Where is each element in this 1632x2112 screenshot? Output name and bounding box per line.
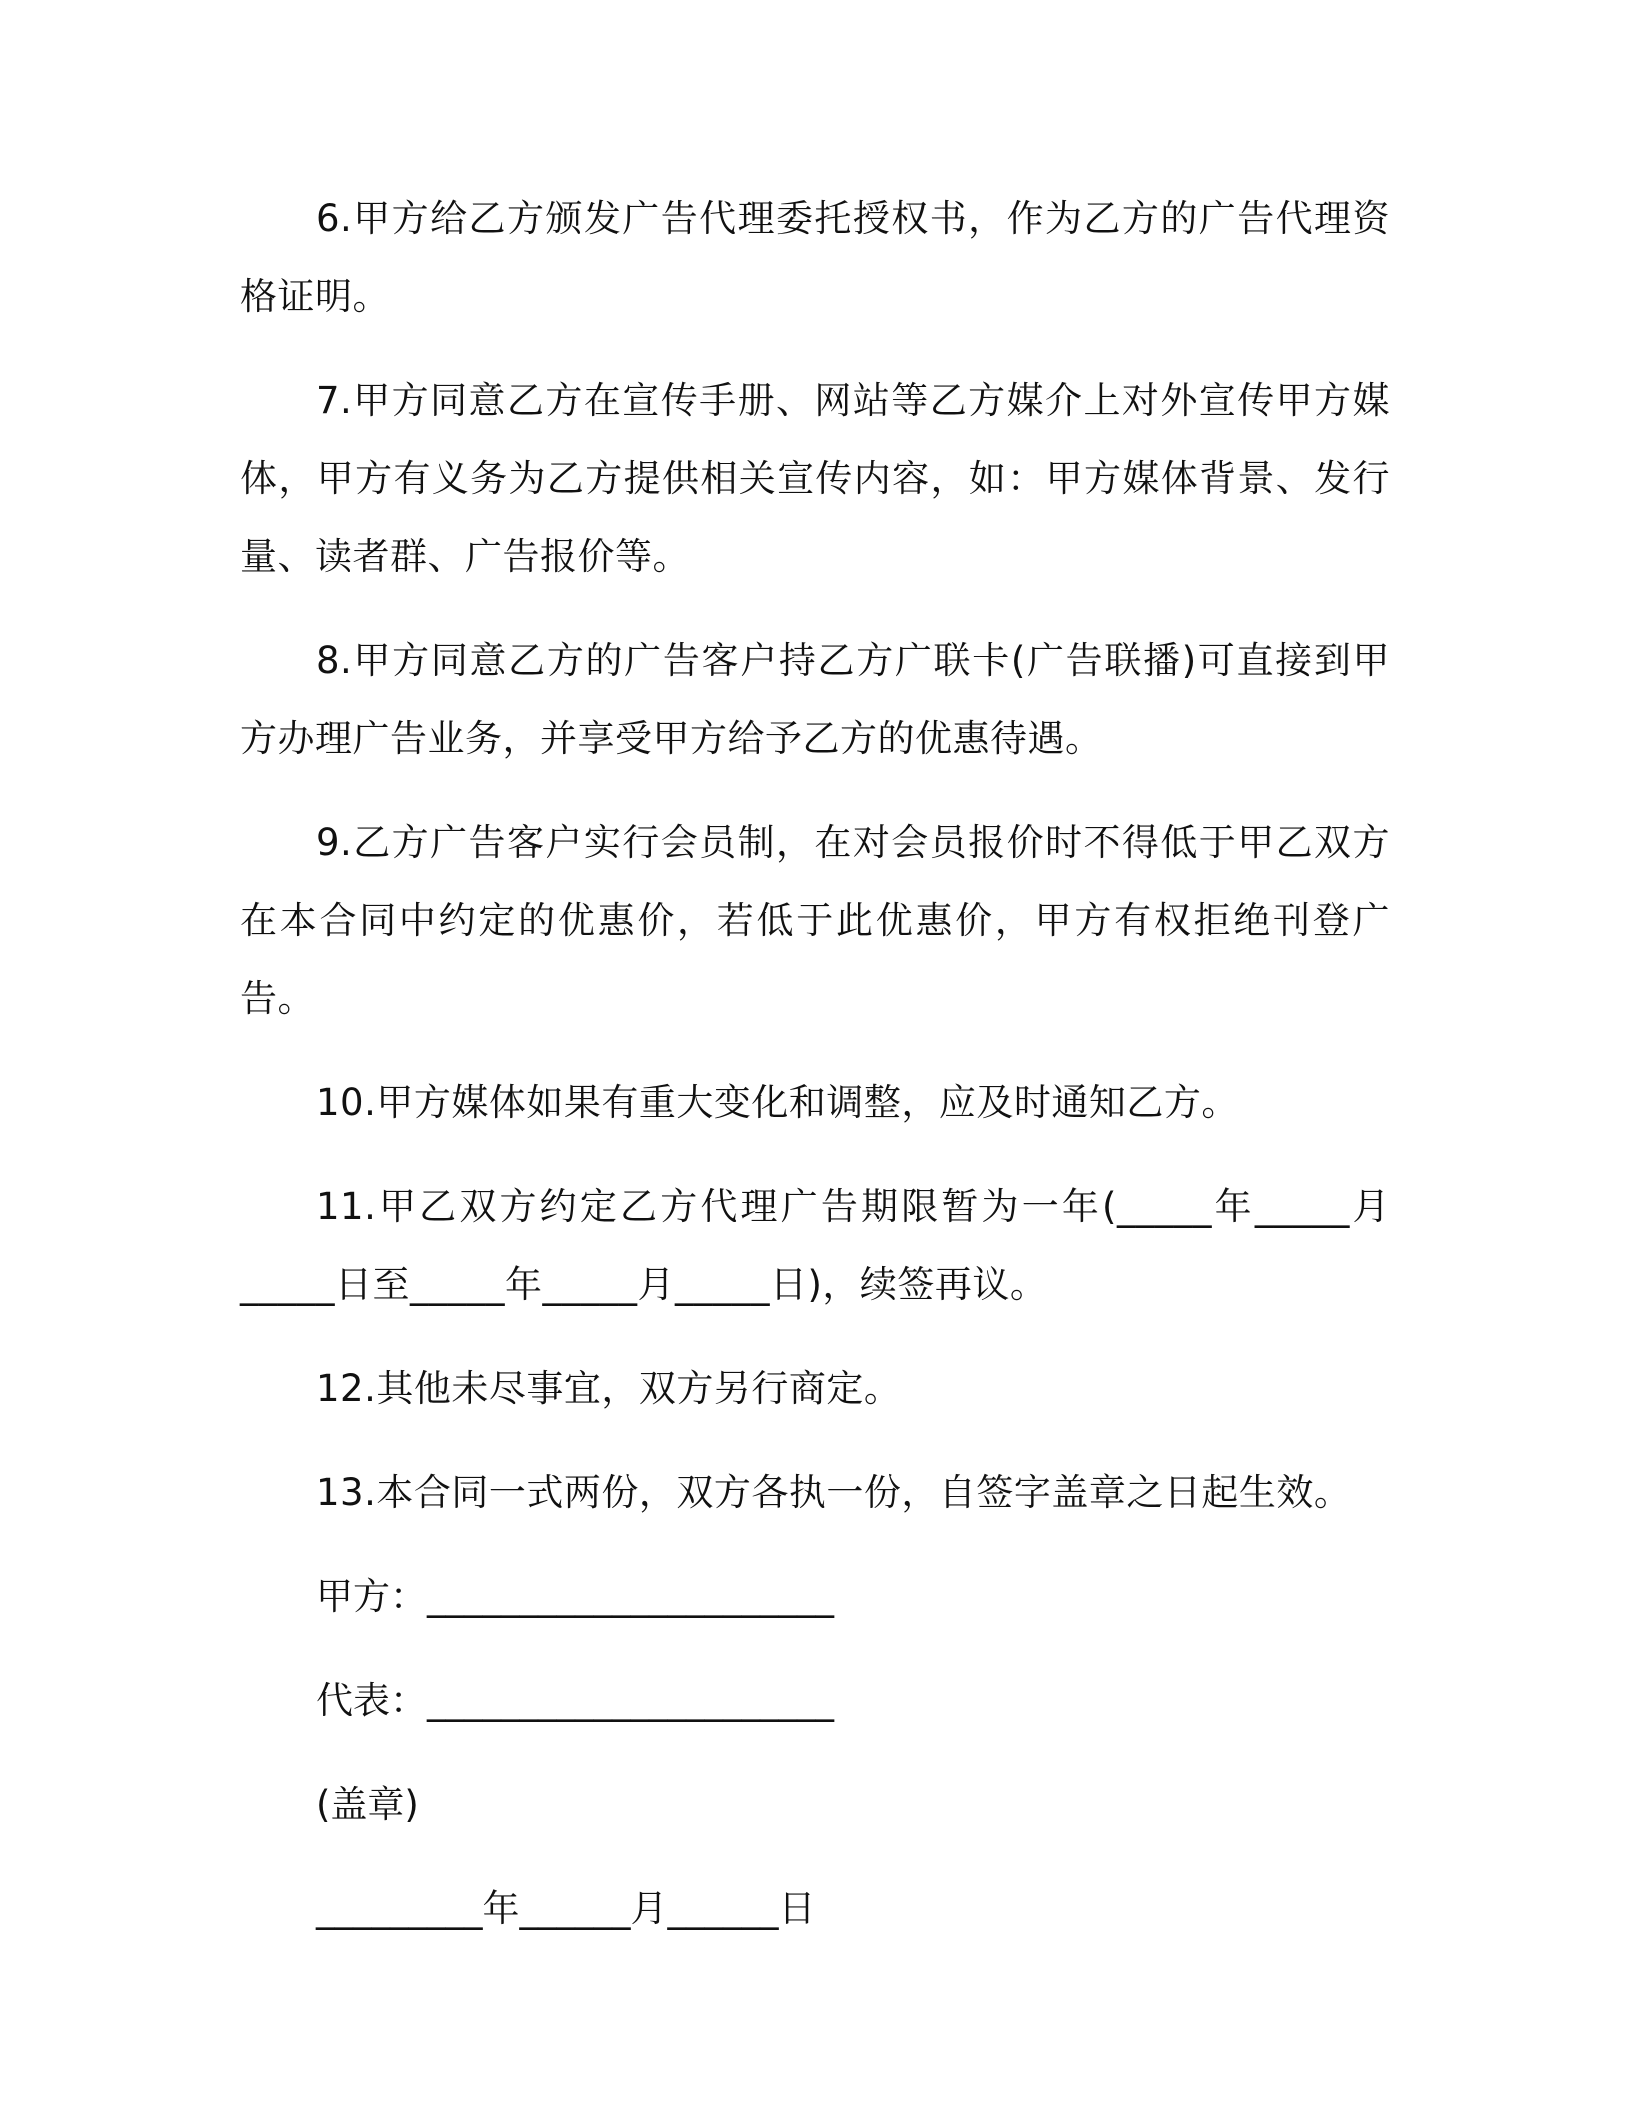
clause-13: 13.本合同一式两份，双方各执一份，自签字盖章之日起生效。: [316, 1471, 1352, 1514]
party-a-signature-line: 甲方：______________________: [316, 1575, 834, 1618]
clause-8: 8.甲方同意乙方的广告客户持乙方广联卡(广告联播)可直接到甲方办理广告业务，并享受甲方给予乙方的优惠待遇。: [240, 639, 1390, 760]
document-body: [240, 180, 1390, 1974]
clause-11: 11.甲乙双方约定乙方代理广告期限暂为一年(_____年_____月_____日至_____年_____月_____日)，续签再议。: [240, 1185, 1390, 1306]
representative-signature-line: 代表：______________________: [316, 1679, 834, 1722]
clause-10: 10.甲方媒体如果有重大变化和调整，应及时通知乙方。: [316, 1081, 1239, 1124]
clause-9: 9.乙方广告客户实行会员制，在对会员报价时不得低于甲乙双方在本合同中约定的优惠价，若低于此优惠价，甲方有权拒绝刊登广告。: [240, 821, 1390, 1020]
clause-7: 7.甲方同意乙方在宣传手册、网站等乙方媒介上对外宣传甲方媒体，甲方有义务为乙方提供相关宣传内容，如：甲方媒体背景、发行量、读者群、广告报价等。: [240, 379, 1390, 578]
date-line: _________年______月______日: [316, 1887, 816, 1930]
clause-12: 12.其他未尽事宜，双方另行商定。: [316, 1367, 902, 1410]
clause-6: 6.甲方给乙方颁发广告代理委托授权书，作为乙方的广告代理资格证明。: [240, 197, 1390, 318]
seal-label: (盖章): [316, 1783, 419, 1826]
